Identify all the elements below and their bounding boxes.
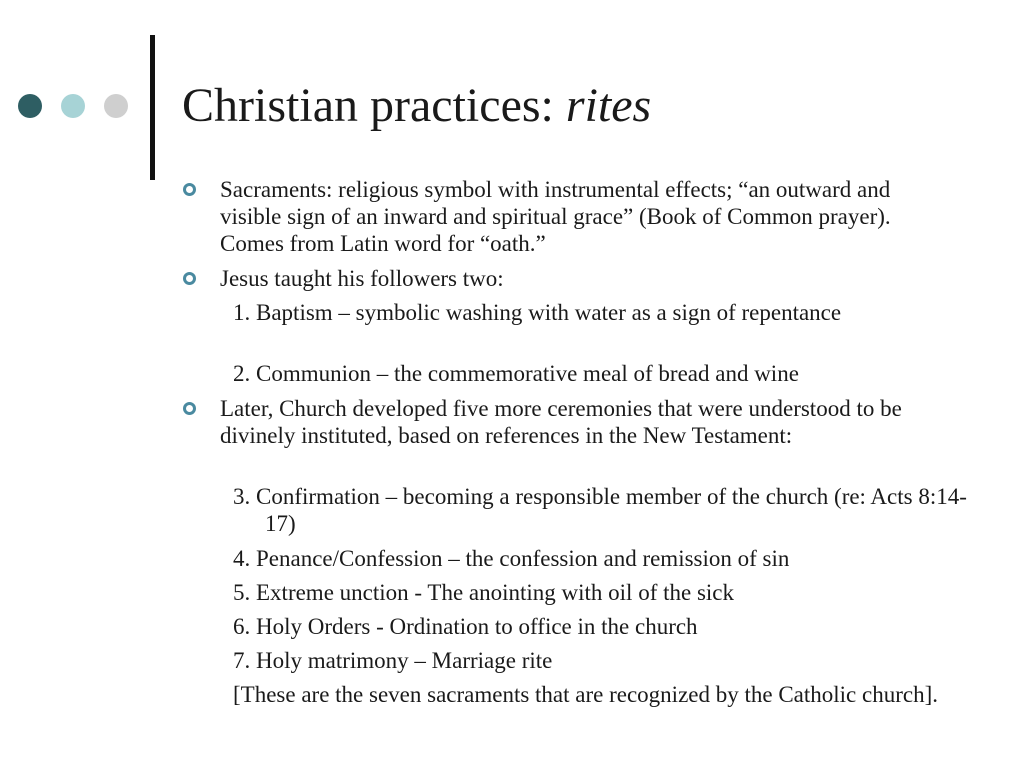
sub-item: 2. Communion – the commemorative meal of bread and wine — [233, 361, 799, 386]
bullet-text: Jesus taught his followers two: — [220, 266, 504, 291]
bullet-ring-icon — [183, 402, 196, 415]
bullet-text: Sacraments: religious symbol with instrumental effects; “an outward and visible sign of an inward and spiritual grace” (Book of Common prayer). Comes from Latin word for “oath.” — [220, 177, 891, 256]
bullet-item — [220, 265, 950, 292]
sub-item: 1. Baptism – symbolic washing with water as a sign of repentance — [233, 300, 842, 325]
bullet-ring-icon — [183, 183, 196, 196]
bullet-item — [220, 395, 950, 449]
sub-item: [These are the seven sacraments that are recognized by the Catholic church]. — [233, 682, 939, 707]
sub-item: 4. Penance/Confession – the confession and remission of sin — [233, 546, 790, 571]
sub-item: 7. Holy matrimony – Marriage rite — [233, 648, 553, 673]
bullet-item — [220, 176, 950, 257]
slide-title-main: Christian practices: — [182, 79, 566, 132]
sub-item: 5. Extreme unction - The anointing with oil of the sick — [233, 580, 735, 605]
bullet-text: Later, Church developed five more ceremonies that were understood to be divinely instituted, based on references in the New Testament: — [220, 396, 902, 448]
bullet-ring-icon — [183, 272, 196, 285]
slide-title-emphasis: rites — [565, 79, 652, 132]
sub-item: 6. Holy Orders - Ordination to office in the church — [233, 614, 698, 639]
sub-item: 3. Confirmation – becoming a responsible member of the church (re: Acts 8:14-17) — [233, 484, 967, 536]
